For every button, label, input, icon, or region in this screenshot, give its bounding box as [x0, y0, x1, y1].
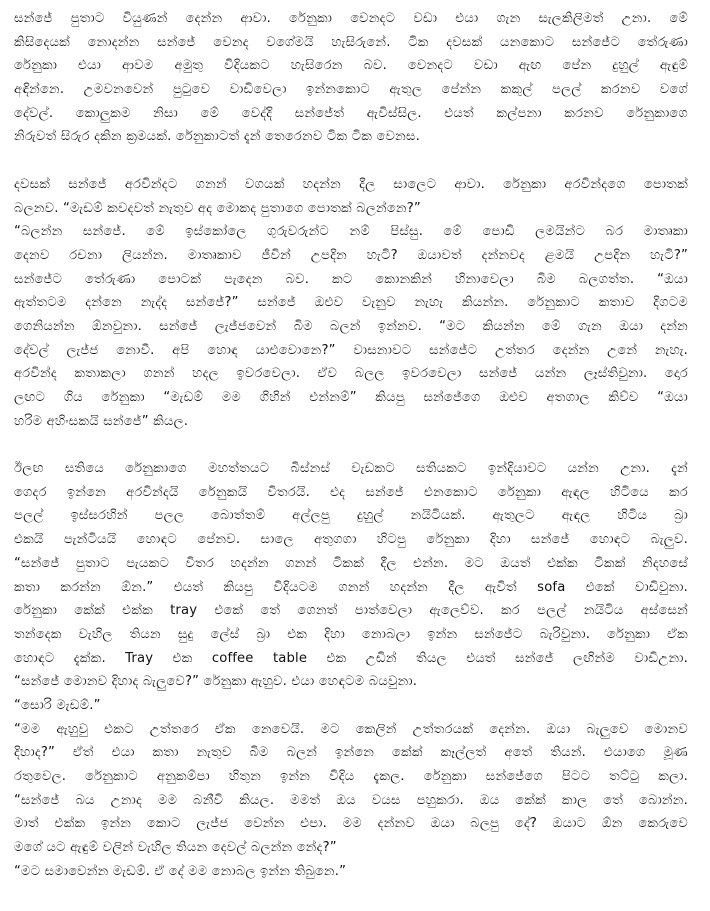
text-line: එකයි පැන්ටියයි හොඳට පේනව. සාලෙ අතුගගා හිටපු රේනුකා දිහා සන්ජේ හොඳට බැලුව.: [14, 532, 688, 548]
text-line: කතා කරන්න ඕන.” එයත් කියපු විදියටම ගනන් හදන්න දීල ඇවිත් sofa එකේ වාඩිවුනා.: [14, 579, 688, 595]
text-line: ලඟට ගිය රේනුකා “මැඩම් මම ගිහින් එන්නම්” කියපු සන්ජේගෙ ඔළුව අතගාල කිව්ව “ඔයා: [14, 390, 688, 405]
text-line: රතුවෙල. රේනුකාට අනුකම්පා හිතුන ඉන්න විදිය දැකල. රේනුකා සන්ජේගෙ පිටට තට්ටු කලා.: [14, 769, 688, 784]
text-line: මාත් එක්ක ඉන්න කොට ලැජ්ජ වෙන්න එපා. මම දන්නව ඔයා බලපු දේ? ඔයාට ඕන කෙරුවෙ: [14, 816, 688, 832]
paragraph-spacer: [14, 149, 688, 173]
text-line: “මට සමාවෙන්න මැඩම්. ඒ දේ මම නොබල ඉන්න තිබුනෙ.”: [14, 863, 347, 879]
text-line: කිසිදෙයක් නොදන්න සන්ජේ වෙනද වගේමයි හැසිරුනේ. ටික දවසක් යනකොට සන්ජේට තේරුණා: [14, 34, 688, 50]
text-line: ඇත්තටම දන්නෙ නැද්ද සන්ජේ?” සන්ජේ ඔළුව වැනුව නැහැ කියන්න. රේනුකාට කතාව දිගටම: [14, 295, 688, 311]
text-line: ගෙනියන්න ඕනවුනා. සන්ජේ ලැජ්ජවෙන් බිම බලන් ඉන්නව. “මට කියන්න මේ ගැන ඔයා දන්න: [14, 318, 688, 334]
paragraph-3: [14, 457, 688, 883]
text-line: පලල් ඉස්සරහින් පලල බොත්තම් අල්ලපු දුහුල් නයිටියක්. ඇතුලට ඇඳල හිටිය බ්‍රා: [14, 508, 688, 524]
text-line: දේවල් ලැජ්ජ නොවී. අපි හොඳ යාළුවොනෙ?” වාසනාවට සන්ජේට උත්තර දෙන්න උනේ නැහැ.: [14, 342, 688, 358]
paragraph-2: [14, 173, 688, 434]
text-line: දේවල්. කොලුකම නිසා මේ වෙද්දි සන්ජේත් ඇවිස්සිල. එයත් කල්පනා කරනව රේනුකාගෙ: [14, 105, 688, 121]
text-line: හරිම අහිංසකයි සන්ජේ” කියල.: [14, 413, 189, 429]
text-line: “සන්ජේ මොනව දිහාද බැලුවෙ?” රේනුකා ඇහුව. එයා හෙඳටම බයවුනා.: [14, 674, 418, 690]
text-line: “සොරි මැඩම්.”: [14, 697, 101, 713]
text-line: “බලන්න සන්ජේ. මේ ඉස්කෝලෙ ගුරුවරුන්ට නම් පිස්සු. මේ පොඩි ලමයින්ට බර මාතෘකා: [14, 224, 688, 240]
text-line: “මම ඇහුවු එකට උත්තරෙ ඒක නෙවෙයි. මට කෙලින් උත්තරයක් දෙන්න. ඔයා බැලුවෙ මොනව: [14, 721, 688, 737]
text-line: ගෙදර ඉන්නෙ අරවින්දයි රේනුකයි විතරයි. එද සන්ජේ එනකොට රේනුකා ඇඳල හිටියෙ කර: [14, 484, 688, 500]
text-line: තන්දෙක වැහිල තියන සුදු ලේස් බ්‍රා එක දිහා නොබලා ඉන්න සන්ජේට බැරිවුනා. රේනුකා ඒක: [14, 626, 688, 642]
text-line: අඳින්නෙ. උමවනවෙන් පුටුවෙ වාඩිවෙලා ඉන්නකොට ඇතුල පේන්න කකුල් පලල් කරනව වගේ: [14, 82, 688, 98]
text-line: සන්ජේට තේරුණා පොටක් පැදෙන බව. කට කොනකින් හිනාවෙලා බිම බලගත්ත. “ඔයා: [14, 271, 688, 287]
text-line: අරවින්ද කතාකලා ගනන් හදල ඉවරවෙලා. ඒව බලල ඉවරවෙලා සන්ජේ යන්න ලෑස්තිවුනා. දොර: [14, 366, 688, 382]
text-line: “සන්ජේ පුතාට පැයකට විතර හදන්න ගනන් ටිකක් දීල එන්න. මට ඔයත් එක්ක ටිකක් නිදහසේ: [14, 555, 688, 571]
text-line: හොඳට දැක්ක. Tray එක coffee table එක උඩින් තියල එයත් සන්ජේ ලඟින්ම වාඩිඋනා.: [14, 650, 688, 666]
text-line: නිරුවත් සිරුර දකින ක්‍රමයක්. රේනුකාටත් දැන් තෙරෙනව ටික ටික වෙනස.: [14, 129, 420, 145]
paragraph-1: [14, 7, 688, 149]
text-line: දෙනව රචනා ලියන්න. මාතෘකාව ජීවින් උපදින හැටි? ඔයාවත් දන්නවද ළමයි උපදින හැටි?”: [14, 247, 688, 263]
paragraph-spacer: [14, 433, 688, 457]
text-line: “සන්ජේ බය උනාද මම බනීවි කියල. මමත් ඔය වයස පහුකරා. ඔය කේක් කාල තේ බොන්න.: [14, 792, 688, 808]
text-line: දවසක් සන්ජේ අරවින්දට ගනන් වගයක් හදන්න දීල සාලෙට ආවා. රේනුකා අරවින්දගෙ පොතක්: [14, 176, 688, 192]
text-line: ඊලඟ සතියෙ රේනුකාගෙ මහත්තයට බිස්නස් වැඩකට සතියකට ඉන්දියාවට යන්න උනා. දැන්: [14, 461, 688, 477]
text-line: සන්ජේ පුතාට වියුණන් දෙන්න ආවා. රේනුකා වෙනදට වඩා එයා ගැන සැලකිලිමත් උනා. මේ: [14, 11, 688, 26]
text-line: රේනුකා කේක් එක්ක tray එකේ තේ ගෙනත් පාත්වෙලා ඇලෙව්ව. කර පලල් නයිටිය අස්සෙන්: [14, 603, 688, 619]
text-line: මගේ යට ඇඳුම් වලින් වැහිල තියන දෙවල් බලන්න නේද?”: [14, 840, 337, 856]
text-line: රේනුකා එයා ආවම අමුතු විදියකට හැසිරෙන බව. වෙනදට වඩා ඇඟ පේන දුහුල් ඇඳුම්: [14, 58, 688, 74]
text-line: බලනව. “මැඩම් කවදවත් නැතුව අද මොකද පුතාගෙ පොතක් බලන්නෙ?”: [14, 200, 421, 216]
text-line: දිහාද?” ඒත් එයා කතා නැතුව බිම බලන් ඉන්නෙ කේක් කෑල්ලත් අතේ තියන්. එයාගෙ මූණ: [14, 745, 688, 761]
